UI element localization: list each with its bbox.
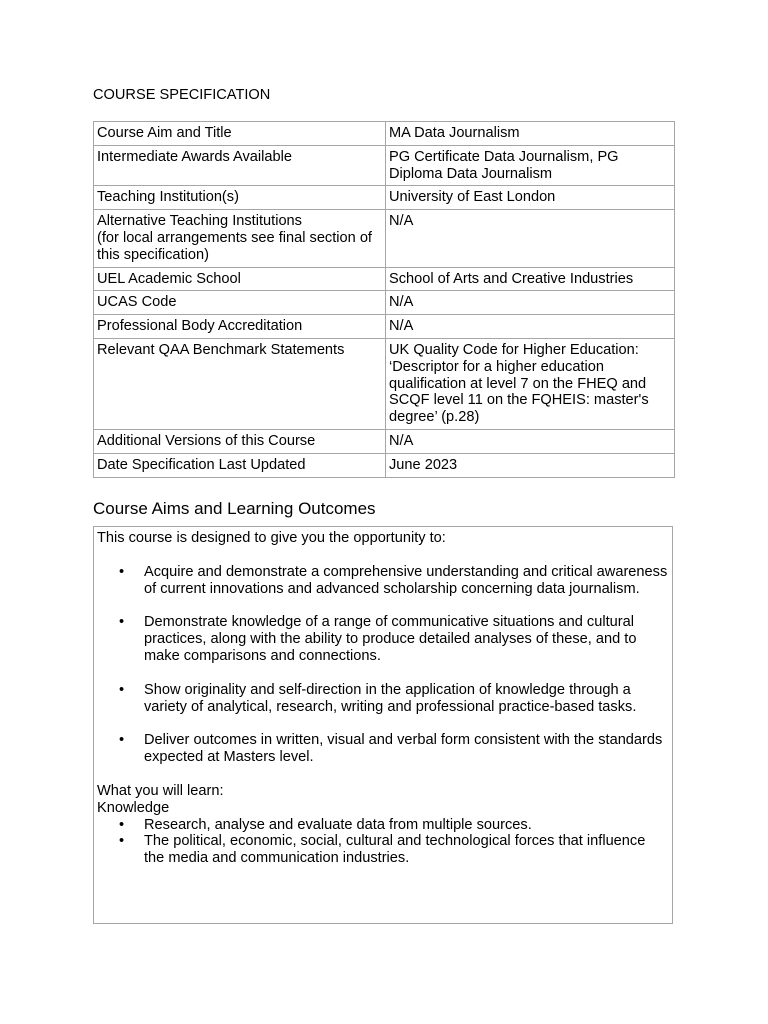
row-label: Course Aim and Title	[94, 122, 386, 146]
bullet-icon: •	[119, 563, 125, 580]
list-item	[97, 732, 668, 766]
bullet-icon: •	[119, 732, 125, 749]
row-value: University of East London	[386, 186, 675, 210]
row-label: Intermediate Awards Available	[94, 145, 386, 186]
row-label: UEL Academic School	[94, 267, 386, 291]
list-item-text: Research, analyse and evaluate data from multiple sources.	[144, 816, 532, 833]
list-item	[97, 817, 668, 834]
list-item	[97, 614, 668, 664]
row-label: Date Specification Last Updated	[94, 453, 386, 477]
table-row	[94, 338, 675, 429]
list-item-text: Show originality and self-direction in the application of knowledge through a variety of analytical, research, writing and professional practice-based tasks.	[144, 681, 637, 715]
table-row	[94, 210, 675, 267]
row-value: UK Quality Code for Higher Education: ‘Descriptor for a higher education qualification at level 7 on the FHEQ and SCQF level 11 on the FQHEIS: master's degree’ (p.28)	[386, 338, 675, 429]
row-value: MA Data Journalism	[386, 122, 675, 146]
bullet-icon: •	[119, 681, 125, 698]
section-title: Course Aims and Learning Outcomes	[93, 499, 376, 518]
row-value: N/A	[386, 291, 675, 315]
table-row	[94, 291, 675, 315]
aims-box	[93, 526, 673, 924]
table-row	[94, 145, 675, 186]
list-item-text: Acquire and demonstrate a comprehensive understanding and critical awareness of current innovations and advanced scholarship concerning data journalism.	[144, 563, 668, 597]
bullet-icon: •	[119, 833, 125, 850]
table-row	[94, 453, 675, 477]
row-label: Teaching Institution(s)	[94, 186, 386, 210]
opportunities-list	[97, 564, 668, 766]
course-spec-table	[93, 121, 675, 478]
row-value: N/A	[386, 429, 675, 453]
list-item	[97, 564, 668, 598]
table-row	[94, 315, 675, 339]
list-item	[97, 682, 668, 716]
document-heading: COURSE SPECIFICATION	[93, 87, 271, 103]
knowledge-list	[97, 817, 668, 867]
table-row	[94, 267, 675, 291]
list-item-text: The political, economic, social, cultural and technological forces that influence the media and communication industries.	[144, 833, 646, 867]
table-row	[94, 429, 675, 453]
table-row	[94, 122, 675, 146]
row-value: June 2023	[386, 453, 675, 477]
knowledge-heading: Knowledge	[97, 799, 170, 816]
bullet-icon: •	[119, 816, 125, 833]
table-row	[94, 186, 675, 210]
aims-intro: This course is designed to give you the opportunity to:	[97, 530, 446, 546]
row-label: Additional Versions of this Course	[94, 429, 386, 453]
learn-heading: What you will learn:	[97, 782, 224, 799]
row-value: School of Arts and Creative Industries	[386, 267, 675, 291]
row-value: N/A	[386, 210, 675, 267]
bullet-icon: •	[119, 614, 125, 631]
list-item-text: Deliver outcomes in written, visual and verbal form consistent with the standards expected at Masters level.	[144, 732, 663, 766]
list-item	[97, 833, 668, 867]
row-value: N/A	[386, 315, 675, 339]
row-label: Relevant QAA Benchmark Statements	[94, 338, 386, 429]
row-label: UCAS Code	[94, 291, 386, 315]
list-item-text: Demonstrate knowledge of a range of communicative situations and cultural practices, along with the ability to produce detailed analyses of these, and to make comparisons and connections.	[144, 614, 637, 664]
row-label: Professional Body Accreditation	[94, 315, 386, 339]
row-value: PG Certificate Data Journalism, PG Diploma Data Journalism	[386, 145, 675, 186]
row-label: Alternative Teaching Institutions (for local arrangements see final section of this specification)	[94, 210, 386, 267]
